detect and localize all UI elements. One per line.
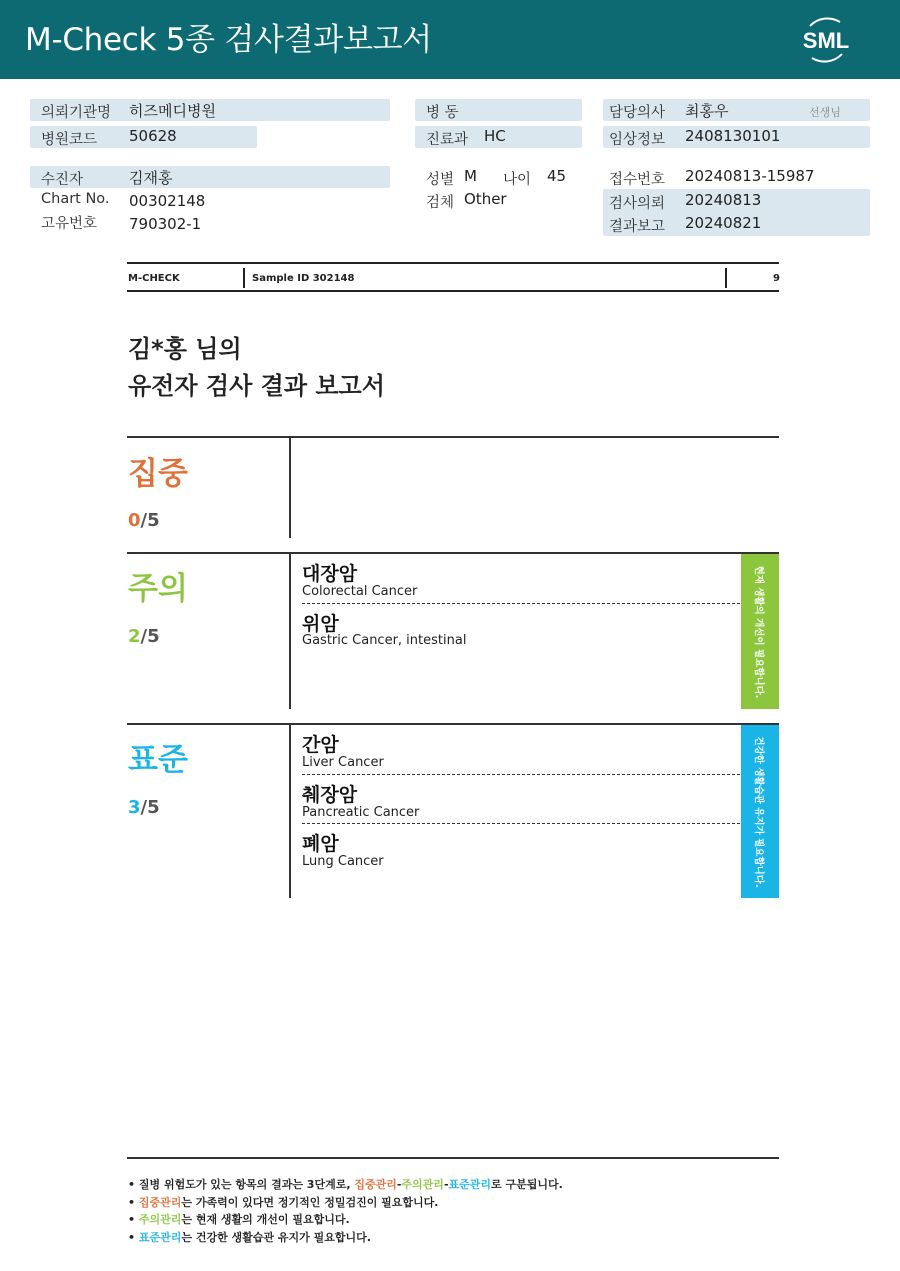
chart-label: Chart No. [41, 191, 110, 207]
clinical-info-label: 임상정보 [609, 132, 666, 148]
result-label: 결과보고 [609, 219, 666, 235]
sample-product: M-CHECK [128, 273, 180, 284]
note-1-dash-2: - [443, 1178, 449, 1191]
focus-count-value: 0 [128, 510, 141, 531]
focus-name: 집중 [128, 456, 188, 492]
item-separator [302, 823, 740, 824]
caution-count-value: 2 [128, 626, 141, 647]
item-gastric-ko: 위암 [302, 613, 339, 635]
caution-divider [289, 553, 291, 709]
standard-count-total: /5 [140, 797, 160, 818]
sample-divider-left [243, 268, 245, 288]
item-separator [302, 774, 740, 775]
id-value: 790302-1 [129, 215, 202, 233]
note-bullet: • [128, 1196, 136, 1209]
item-pancreatic-ko: 췌장암 [302, 784, 358, 806]
patient-bar [30, 166, 390, 188]
note-1-focus: 집중관리 [354, 1178, 397, 1191]
ward-label: 병 동 [426, 105, 459, 121]
caution-tab-text: 현재 생활의 개선이 필요합니다. [753, 565, 764, 698]
caution-side-tab [741, 554, 779, 709]
doctor-value: 최홍우 [685, 102, 729, 120]
item-separator [302, 603, 740, 604]
caution-name: 주의 [128, 571, 188, 607]
standard-divider [289, 724, 291, 898]
sex-label: 성별 [426, 172, 455, 188]
age-value: 45 [547, 167, 567, 185]
note-1-dash-1: - [396, 1178, 402, 1191]
item-liver-en: Liver Cancer [302, 755, 384, 770]
note-1-text-b: 로 구분됩니다. [491, 1178, 563, 1191]
note-line-3 [128, 1211, 350, 1227]
logo-text: SML [802, 28, 850, 53]
item-liver-ko: 간암 [302, 734, 339, 756]
sml-logo [796, 10, 856, 70]
institution-value: 히즈메디병원 [129, 102, 216, 120]
report-title-line2: 유전자 검사 결과 보고서 [128, 372, 385, 400]
note-line-1 [128, 1176, 563, 1192]
caution-count [128, 626, 160, 647]
note-1-standard: 표준관리 [448, 1178, 492, 1191]
doctor-label: 담당의사 [609, 105, 666, 121]
footer-line [127, 1157, 779, 1159]
report-header [0, 0, 900, 79]
department-value: HC [484, 127, 506, 145]
standard-name: 표준 [128, 742, 188, 778]
sample-id: Sample ID 302148 [252, 273, 355, 284]
doctor-suffix: 선생님 [809, 106, 841, 119]
request-label: 검사의뢰 [609, 196, 666, 212]
clinical-info-value: 2408130101 [685, 127, 781, 145]
page-number: 9 [773, 273, 780, 284]
standard-count-value: 3 [128, 797, 141, 818]
item-lung-ko: 폐암 [302, 833, 339, 855]
focus-count-total: /5 [140, 510, 160, 531]
focus-divider [289, 437, 291, 538]
note-bullet: • [128, 1178, 136, 1191]
id-label: 고유번호 [41, 216, 98, 232]
sample-bar-top-line [127, 262, 779, 264]
request-value: 20240813 [685, 191, 762, 209]
caution-count-total: /5 [140, 626, 160, 647]
note-1-caution: 주의관리 [401, 1178, 444, 1191]
receipt-value: 20240813-15987 [685, 167, 815, 185]
note-4-key: 표준관리 [138, 1231, 182, 1244]
header-title: M-Check 5종 검사결과보고서 [25, 22, 432, 58]
receipt-label: 접수번호 [609, 172, 666, 188]
hospital-code-value: 50628 [129, 127, 177, 145]
patient-value: 김재홍 [129, 169, 173, 187]
standard-top-line [127, 723, 779, 725]
hospital-code-label: 병원코드 [41, 132, 98, 148]
chart-value: 00302148 [129, 192, 206, 210]
note-3-key: 주의관리 [138, 1213, 182, 1226]
note-line-4 [128, 1229, 371, 1245]
note-2-rest: 는 가족력이 있다면 정기적인 정밀검진이 필요합니다. [181, 1196, 439, 1209]
item-pancreatic-en: Pancreatic Cancer [302, 805, 420, 820]
age-label: 나이 [503, 172, 532, 188]
note-2-key: 집중관리 [138, 1196, 182, 1209]
item-colorectal-en: Colorectal Cancer [302, 584, 418, 599]
sample-divider-right [725, 268, 727, 288]
note-3-rest: 는 현재 생활의 개선이 필요합니다. [181, 1213, 350, 1226]
note-bullet: • [128, 1231, 136, 1244]
focus-count [128, 510, 160, 531]
item-colorectal-ko: 대장암 [302, 563, 358, 585]
sample-bar-bottom-line [127, 290, 779, 292]
specimen-value: Other [464, 190, 507, 208]
result-value: 20240821 [685, 214, 762, 232]
standard-side-tab [741, 725, 779, 898]
item-lung-en: Lung Cancer [302, 854, 384, 869]
standard-tab-text: 건강한 생활습관 유지가 필요합니다. [753, 735, 764, 888]
note-1-text-a: 질병 위험도가 있는 항목의 결과는 3단계로, [138, 1178, 355, 1191]
note-4-rest: 는 건강한 생활습관 유지가 필요합니다. [181, 1231, 371, 1244]
caution-top-line [127, 552, 779, 554]
focus-top-line [127, 436, 779, 438]
standard-count [128, 797, 160, 818]
note-bullet: • [128, 1213, 136, 1226]
note-line-2 [128, 1194, 439, 1210]
department-label: 진료과 [426, 132, 469, 148]
report-title-line1: 김*홍 님의 [128, 335, 242, 363]
institution-label: 의뢰기관명 [41, 105, 112, 121]
specimen-label: 검체 [426, 195, 455, 211]
item-gastric-en: Gastric Cancer, intestinal [302, 633, 467, 648]
sex-value: M [464, 167, 477, 185]
patient-label: 수진자 [41, 172, 84, 188]
